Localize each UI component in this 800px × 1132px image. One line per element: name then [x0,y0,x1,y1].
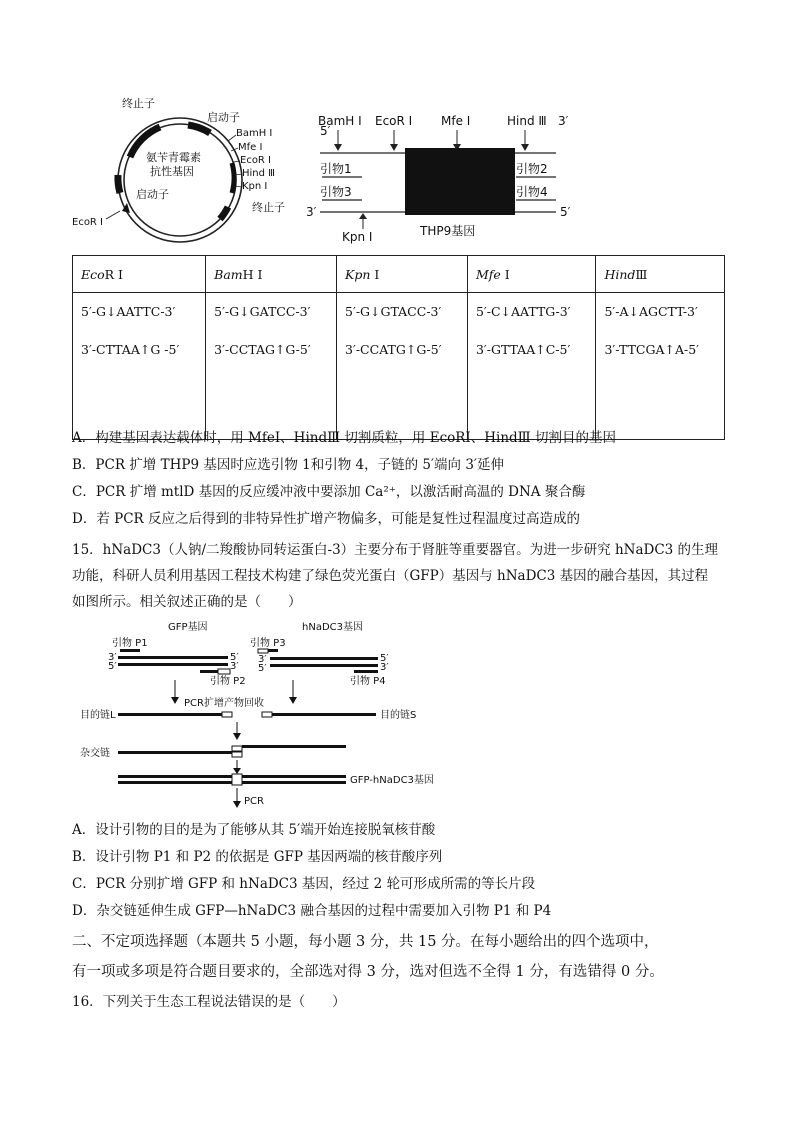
q14-option-a: A．构建基因表达载体时，用 MfeⅠ、HindⅢ 切割质粒，用 EcoRⅠ、HindⅢ 切割目的基因 [72,430,616,446]
plasmid-promoter-inner: 启动子 [136,188,169,201]
q15-stem-line1: 15．hNaDC3（人钠/二羧酸协同转运蛋白-3）主要分布于肾脏等重要器官。为进一步研究 hNaDC3 的生理 [72,542,719,558]
enzyme-cell-mfei [467,293,595,440]
fig2-recovery: PCR扩增产物回收 [184,698,264,709]
q15-option-a: A．设计引物的目的是为了能够从其 5′端开始连接脱氧核苷酸 [72,822,436,838]
kpni-top-strand: 5′-G↓GTACC-3′ [345,304,442,319]
enzyme-header-kpni: Kpn Ⅰ [337,256,468,293]
figure-plasmid-and-gene [70,95,590,245]
bamhi-top-strand: 5′-G↓GATCC-3′ [214,304,311,319]
plasmid-diagram [72,96,285,242]
gene-site-hindiii: Hind Ⅲ [507,114,547,128]
gene-name: THP9基因 [420,224,476,238]
enzyme-cell-ecori [73,293,206,440]
fig2-target-l: 目的链L [80,710,116,721]
fig2-prime3-c: 3′ [258,654,267,665]
enzyme-cell-bamhi [206,293,337,440]
gene-primer2: 引物2 [516,162,548,176]
section2-header-line2: 有一项或多项是符合题目要求的，全部选对得 3 分，选对但选不全得 1 分，有选错得 0 分。 [72,964,664,980]
fig2-p2: 引物 P2 [210,676,246,687]
gene-primer1: 引物1 [320,162,352,176]
plasmid-site-hindiii: Hind Ⅲ [242,168,276,179]
fig2-p1: 引物 P1 [112,638,148,649]
q14-option-b: B．PCR 扩增 THP9 基因时应选引物 1和引物 4，子链的 5′端向 3′延伸 [72,457,504,473]
plasmid-site-kpni: Kpn Ⅰ [242,181,268,192]
restriction-enzyme-table [72,255,725,440]
resistance-gene-line1: 氨苄青霉素 [146,151,201,164]
gene-site-mfei: Mfe Ⅰ [441,114,471,128]
fig2-prime3-d: 3′ [380,662,389,673]
hindiii-bottom-strand: 3′-TTCGA↑A-5′ [604,342,700,357]
gene-prime-top-left: 5′ [320,124,331,138]
enzyme-cell-kpni [337,293,468,440]
fig2-prime3-b: 3′ [230,661,239,672]
q15-stem-line3: 如图所示。相关叙述正确的是（ ） [72,594,302,610]
fig2-hnadc3-label: hNaDC3基因 [302,622,363,633]
enzyme-cell-hindiii [596,293,725,440]
gene-prime-bottom-left: 3′ [306,205,317,219]
fig2-gfp-label: GFP基因 [168,622,208,633]
gene-prime-top-right: 3′ [558,114,569,128]
fig2-fusion: GFP-hNaDC3基因 [350,775,434,786]
q16-stem: 16．下列关于生态工程说法错误的是（ ） [72,994,346,1010]
gene-site-kpni: Kpn Ⅰ [342,230,373,244]
fig2-target-s: 目的链S [380,710,417,721]
ecori-top-strand: 5′-G↓AATTC-3′ [81,304,176,319]
plasmid-site-bamhi: BamH Ⅰ [236,128,273,139]
q14-option-c: C．PCR 扩增 mtlD 基因的反应缓冲液中要添加 Ca²⁺，以激活耐高温的 DNA 聚合酶 [72,484,586,500]
enzyme-header-ecori: EcoR Ⅰ [73,256,206,293]
gene-primer4: 引物4 [516,185,548,199]
kpni-bottom-strand: 3′-CCATG↑G-5′ [345,342,442,357]
gene-site-ecori: EcoR Ⅰ [375,114,413,128]
fig2-p3: 引物 P3 [250,638,286,649]
plasmid-site-mfei: Mfe Ⅰ [238,142,263,153]
plasmid-terminator-top: 终止子 [122,97,155,110]
fig2-prime5-b: 5′ [230,652,239,663]
hindiii-top-strand: 5′-A↓AGCTT-3′ [604,304,698,319]
plasmid-site-ecori: EcoR Ⅰ [240,155,272,166]
section2-header-line1: 二、不定项选择题（本题共 5 小题，每小题 3 分，共 15 分。在每小题给出的四个选项中， [72,934,659,950]
gene-site-bamhi: BamH Ⅰ [318,114,362,128]
q15-option-c: C．PCR 分别扩增 GFP 和 hNaDC3 基因，经过 2 轮可形成所需的等长片段 [72,876,536,892]
fig2-prime5-d: 5′ [380,653,389,664]
q15-option-b: B．设计引物 P1 和 P2 的依据是 GFP 基因两端的核苷酸序列 [72,849,443,865]
enzyme-header-bamhi: BamH Ⅰ [206,256,337,293]
q15-stem-line2: 功能，科研人员利用基因工程技术构建了绿色荧光蛋白（GFP）基因与 hNaDC3 基因的融合基因，其过程 [72,568,709,584]
fig2-prime5-c: 5′ [258,663,267,674]
enzyme-header-mfei: Mfe Ⅰ [467,256,595,293]
bamhi-bottom-strand: 3′-CCTAG↑G-5′ [214,342,311,357]
plasmid-terminator-bottom: 终止子 [252,201,285,214]
resistance-gene-line2: 抗性基因 [150,165,194,178]
plasmid-ecori-outer: EcoR Ⅰ [72,217,104,228]
q14-option-d: D．若 PCR 反应之后得到的非特异性扩增产物偏多，可能是复性过程温度过高造成的 [72,511,580,527]
plasmid-promoter-top: 启动子 [207,111,240,124]
enzyme-header-hindiii: HindⅢ [596,256,725,293]
thp9-gene-diagram [306,114,571,244]
mfei-top-strand: 5′-C↓AATTG-3′ [475,304,571,319]
fig2-hybrid: 杂交链 [80,748,110,759]
fig2-prime3-a: 3′ [108,652,117,663]
ecori-bottom-strand: 3′-CTTAA↑G -5′ [81,342,180,357]
gene-prime-bottom-right: 5′ [560,205,571,219]
mfei-bottom-strand: 3′-GTTAA↑C-5′ [475,342,571,357]
gene-primer3: 引物3 [320,185,352,199]
q15-option-d: D．杂交链延伸生成 GFP—hNaDC3 融合基因的过程中需要加入引物 P1 和 P4 [72,903,552,919]
fig2-prime5-a: 5′ [108,661,117,672]
figure-fusion-gene-process [80,618,460,813]
fig2-pcr: PCR [244,796,264,807]
fig2-p4: 引物 P4 [350,676,386,687]
